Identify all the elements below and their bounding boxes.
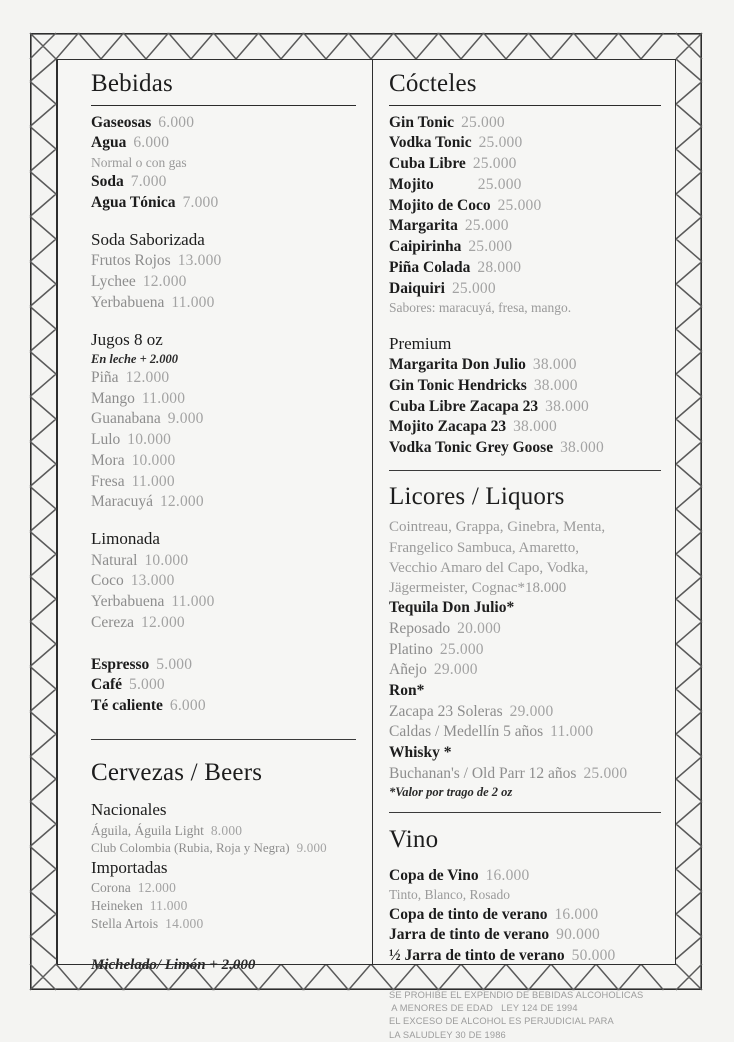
item-price: 25.000 xyxy=(451,279,496,297)
item-price: 6.000 xyxy=(133,134,170,152)
menu-item-media-jarra-tinto-verano xyxy=(389,946,661,967)
item-price: 25.000 xyxy=(464,217,509,235)
subsection-soda-saborizada: Soda Saborizada xyxy=(91,229,205,249)
item-price: 29.000 xyxy=(509,702,554,720)
menu-item-agua xyxy=(91,133,356,154)
menu-item-limonada-yerbabuena xyxy=(91,592,356,613)
item-name: Águila, Águila Light xyxy=(91,822,204,838)
menu-item-mango xyxy=(91,389,356,410)
item-price: 29.000 xyxy=(433,661,478,679)
item-price: 11.000 xyxy=(550,723,594,741)
item-name: Espresso xyxy=(91,655,150,673)
item-price: 7.000 xyxy=(130,173,167,191)
item-price: 5.000 xyxy=(129,676,165,694)
rule-under-cocteles xyxy=(389,105,661,106)
menu-content-frame xyxy=(57,59,676,1040)
subsection-nacionales: Nacionales xyxy=(91,800,167,820)
subsection-jugos: Jugos 8 oz xyxy=(91,329,163,349)
item-price: 5.000 xyxy=(156,655,193,673)
cervezas-footnote: Michelado/ Limón + 2.000 xyxy=(91,956,256,973)
subsection-whisky: Whisky * xyxy=(389,744,452,762)
item-name: Heineken xyxy=(91,898,143,914)
licores-blurb-line: Vecchio Amaro del Capo, Vodka, xyxy=(389,559,589,576)
item-name: Mojito de Coco xyxy=(389,196,491,214)
item-name: Margarita Don Julio xyxy=(389,356,526,374)
item-name: Té caliente xyxy=(91,697,163,715)
item-price: 13.000 xyxy=(177,252,222,270)
item-price: 25.000 xyxy=(583,764,628,782)
rule-above-licores xyxy=(389,470,661,471)
item-name: Mora xyxy=(91,451,125,469)
item-price: 12.000 xyxy=(125,368,170,386)
item-price: 12.000 xyxy=(141,613,185,631)
item-price: 6.000 xyxy=(169,697,206,715)
licores-blurb-line: Jägermeister, Cognac* xyxy=(389,580,526,597)
menu-item-pina-colada xyxy=(389,258,661,279)
item-price: 20.000 xyxy=(457,619,501,637)
item-name: Piña Colada xyxy=(389,258,471,276)
menu-item-lulo xyxy=(91,430,356,451)
item-price: 12.000 xyxy=(159,493,204,511)
item-name: Mojito Zacapa 23 xyxy=(389,418,507,436)
section-title-vino: Vino xyxy=(389,826,439,854)
item-name: Mojito xyxy=(389,175,434,193)
item-price: 7.000 xyxy=(182,194,219,212)
menu-item-buchanans-old-parr xyxy=(389,764,661,785)
subsection-limonada: Limonada xyxy=(91,529,160,549)
item-name: ½ Jarra de tinto de verano xyxy=(389,947,565,965)
section-title-cervezas: Cervezas / Beers xyxy=(91,758,263,786)
item-name: Lychee xyxy=(91,272,136,290)
item-price: 16.000 xyxy=(485,866,530,884)
subsection-importadas: Importadas xyxy=(91,857,168,877)
licores-blurb-line: Frangelico Sambuca, Amaretto, xyxy=(389,539,579,556)
menu-item-mojito xyxy=(389,175,661,196)
menu-item-agua-tonica xyxy=(91,193,356,214)
menu-item-guanabana xyxy=(91,409,356,430)
menu-item-gaseosas xyxy=(91,113,356,134)
item-price: 11.000 xyxy=(141,389,186,407)
item-price: 50.000 xyxy=(571,947,616,965)
legal-line: A MENORES DE EDAD LEY 124 DE 1994 xyxy=(389,1003,578,1014)
section-title-cocteles: Cócteles xyxy=(389,70,477,97)
item-name: Zacapa 23 Soleras xyxy=(389,702,503,720)
item-name: Cereza xyxy=(91,613,135,631)
menu-item-pina xyxy=(91,368,356,389)
rule-above-vino xyxy=(389,812,661,813)
jugos-note: En leche + 2.000 xyxy=(91,351,178,366)
item-price: 13.000 xyxy=(130,572,175,590)
item-price: 12.000 xyxy=(142,272,187,290)
menu-item-cuba-libre xyxy=(389,154,661,175)
menu-item-te-caliente xyxy=(91,696,356,717)
subsection-ron: Ron* xyxy=(389,682,425,700)
menu-item-espresso xyxy=(91,655,356,676)
menu-item-corona xyxy=(91,879,356,897)
item-name: Vodka Tonic xyxy=(389,134,472,152)
item-price: 11.000 xyxy=(171,593,215,611)
legal-line: EL EXCESO DE ALCOHOL ES PERJUDICIAL PARA xyxy=(389,1016,614,1027)
menu-item-copa-de-vino xyxy=(389,866,661,887)
menu-item-soda xyxy=(91,172,356,193)
item-name: Gaseosas xyxy=(91,113,152,131)
item-name: Café xyxy=(91,676,122,694)
item-name: Platino xyxy=(389,640,433,658)
item-name: Agua Tónica xyxy=(91,194,176,212)
menu-item-frutos-rojos xyxy=(91,251,356,272)
item-price: 11.000 xyxy=(131,472,175,490)
copa-de-vino-description: Tinto, Blanco, Rosado xyxy=(389,887,511,903)
item-price: 11.000 xyxy=(149,898,188,914)
menu-item-caipirinha xyxy=(389,237,661,258)
licores-blurb xyxy=(389,517,661,598)
item-price: 28.000 xyxy=(477,258,522,276)
item-name: Cuba Libre Zacapa 23 xyxy=(389,397,539,415)
item-name: Piña xyxy=(91,368,119,386)
cocteles-flavors-note: Sabores: maracuyá, fresa, mango. xyxy=(389,300,572,316)
menu-item-margarita xyxy=(389,216,661,237)
item-name: Yerbabuena xyxy=(91,593,165,611)
item-name: Copa de tinto de verano xyxy=(389,905,548,923)
menu-item-margarita-don-julio xyxy=(389,355,661,376)
menu-item-limonada-cereza xyxy=(91,613,356,634)
menu-item-daiquiri xyxy=(389,279,661,300)
item-price: 25.000 xyxy=(468,238,513,256)
right-column xyxy=(372,60,675,1040)
menu-item-mojito-de-coco xyxy=(389,196,661,217)
item-name: Caipirinha xyxy=(389,238,462,256)
item-price: 38.000 xyxy=(513,418,557,436)
menu-item-limonada-coco xyxy=(91,571,356,592)
item-name: Jarra de tinto de verano xyxy=(389,926,550,944)
item-name: Caldas / Medellín 5 años xyxy=(389,723,544,741)
item-price: 6.000 xyxy=(158,113,195,131)
menu-item-mojito-zacapa xyxy=(389,417,661,438)
legal-disclaimer xyxy=(389,989,661,1042)
agua-description: Normal o con gas xyxy=(91,155,187,171)
item-name: Buchanan's / Old Parr 12 años xyxy=(389,764,577,782)
subsection-premium: Premium xyxy=(389,333,452,353)
menu-item-zacapa-soleras xyxy=(389,702,661,723)
subsection-tequila: Tequila Don Julio* xyxy=(389,599,515,617)
menu-item-tequila-platino xyxy=(389,640,661,661)
menu-item-lychee xyxy=(91,272,356,293)
item-price: 10.000 xyxy=(131,451,176,469)
item-name: Cuba Libre xyxy=(389,155,466,173)
item-price: 16.000 xyxy=(554,905,599,923)
item-name: Vodka Tonic Grey Goose xyxy=(389,439,554,457)
item-price: 10.000 xyxy=(144,551,189,569)
item-name: Gin Tonic Hendricks xyxy=(389,376,527,394)
licores-blurb-line: Cointreau, Grappa, Ginebra, Menta, xyxy=(389,519,606,536)
item-price: 38.000 xyxy=(560,439,604,457)
left-column xyxy=(58,60,372,973)
item-name: Añejo xyxy=(389,661,427,679)
section-title-licores: Licores / Liquors xyxy=(389,482,565,510)
item-name: Mango xyxy=(91,389,135,407)
menu-item-limonada-natural xyxy=(91,551,356,572)
item-price: 8.000 xyxy=(210,822,243,838)
item-name: Club Colombia (Rubia, Roja y Negra) xyxy=(91,840,290,855)
item-price: 38.000 xyxy=(532,356,577,374)
licores-blurb-price: 18.000 xyxy=(525,580,567,597)
menu-item-maracuya xyxy=(91,492,356,513)
item-price: 25.000 xyxy=(497,196,542,214)
item-name: Natural xyxy=(91,551,138,569)
item-price: 12.000 xyxy=(137,880,177,896)
licores-footnote: *Valor por trago de 2 oz xyxy=(389,785,513,800)
menu-item-yerbabuena-soda xyxy=(91,293,356,314)
item-price: 25.000 xyxy=(472,155,517,173)
menu-item-cuba-libre-zacapa xyxy=(389,397,661,418)
item-price: 25.000 xyxy=(439,640,484,658)
menu-item-cafe xyxy=(91,675,356,696)
item-price: 14.000 xyxy=(165,916,204,932)
item-price: 25.000 xyxy=(461,113,505,131)
item-name: Margarita xyxy=(389,217,458,235)
item-name: Stella Artois xyxy=(91,916,159,932)
menu-item-tequila-anejo xyxy=(389,660,661,681)
menu-item-gin-tonic xyxy=(389,113,661,134)
item-name: Soda xyxy=(91,173,124,191)
legal-line: LA SALUDLEY 30 DE 1986 xyxy=(389,1029,506,1040)
legal-line: SE PROHIBE EL EXPENDIO DE BEBIDAS ALCOHOLICAS xyxy=(389,989,644,1000)
menu-item-copa-tinto-verano xyxy=(389,905,661,926)
item-price: 11.000 xyxy=(171,293,215,311)
item-price: 9.000 xyxy=(296,840,327,855)
item-name: Reposado xyxy=(389,619,451,637)
menu-item-vodka-tonic xyxy=(389,133,661,154)
item-price: 25.000 xyxy=(478,134,523,152)
menu-item-caldas-medellin xyxy=(389,722,661,743)
menu-item-tequila-reposado xyxy=(389,619,661,640)
item-name: Maracuyá xyxy=(91,493,153,511)
item-name: Yerbabuena xyxy=(91,293,165,311)
menu-item-heineken xyxy=(91,897,356,915)
item-price: 25.000 xyxy=(477,175,522,193)
item-name: Agua xyxy=(91,134,127,152)
item-name: Gin Tonic xyxy=(389,113,455,131)
section-title-bebidas: Bebidas xyxy=(91,70,173,97)
menu-item-club-colombia xyxy=(91,840,356,857)
item-price: 10.000 xyxy=(127,431,172,449)
item-name: Frutos Rojos xyxy=(91,252,171,270)
item-name: Corona xyxy=(91,880,131,896)
item-name: Lulo xyxy=(91,431,121,449)
menu-item-jarra-tinto-verano xyxy=(389,925,661,946)
item-name: Daiquiri xyxy=(389,279,445,297)
item-price: 90.000 xyxy=(556,926,600,944)
item-price: 38.000 xyxy=(533,376,578,394)
item-price: 38.000 xyxy=(545,397,589,415)
item-name: Coco xyxy=(91,572,124,590)
menu-item-stella-artois xyxy=(91,915,356,933)
rule-under-bebidas xyxy=(91,105,356,106)
item-name: Guanabana xyxy=(91,410,161,428)
menu-item-aguila xyxy=(91,822,356,840)
item-name: Copa de Vino xyxy=(389,866,479,884)
item-name: Fresa xyxy=(91,472,125,490)
menu-item-gin-tonic-hendricks xyxy=(389,376,661,397)
menu-item-fresa xyxy=(91,472,356,493)
menu-item-vodka-tonic-grey-goose xyxy=(389,438,661,459)
item-price: 9.000 xyxy=(167,410,204,428)
menu-item-mora xyxy=(91,451,356,472)
rule-above-cervezas xyxy=(91,739,356,740)
